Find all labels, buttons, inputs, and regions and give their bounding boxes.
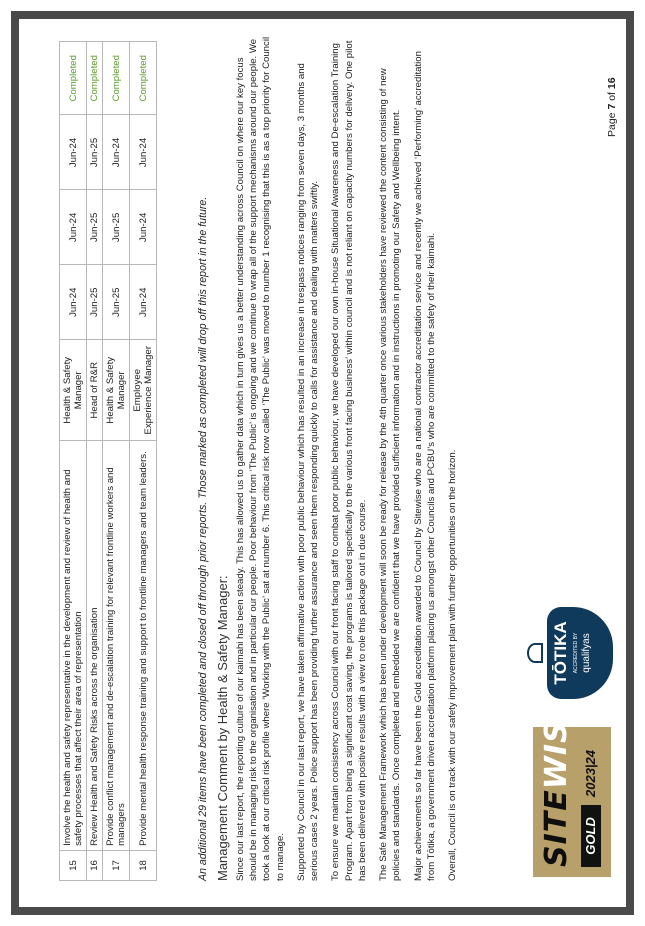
cell-num: 18: [130, 850, 157, 880]
cell-task: Provide mental health response training and support to frontline managers and team leaders.: [130, 441, 157, 851]
paragraph: Major achievements so far have been the Gold accreditation awarded to Council by Sitewise who are a national contractor accreditation service and recently we achieved ‘Performing’ accreditation from Tōtika, a government driven accreditation platform placing us amongst other Councils and PCBU’s who are committed to the safety of their kaimahi.: [412, 51, 437, 881]
page-number: Page 7 of 16: [606, 77, 618, 137]
landscape-content: [19, 19, 626, 907]
management-comment: [234, 36, 467, 881]
completed-note: An additional 29 items have been completed and closed off through prior reports. Those marked as completed will drop off this report in the future.: [197, 196, 209, 881]
totika-name: TŌTIKA: [551, 621, 570, 685]
cell-num: 15: [60, 850, 87, 880]
cell-date2: Jun-24: [60, 190, 87, 265]
cell-date3: Jun-25: [87, 115, 103, 190]
totika-emblem-icon: [527, 643, 543, 663]
cell-status: Completed: [130, 42, 157, 116]
document-page: [19, 19, 626, 907]
table-row: [87, 42, 103, 881]
cell-task: Involve the health and safety representative in the development and review of health and safety processes that affect their area of representation: [60, 441, 87, 851]
paragraph: Supported by Council in our last report, we have taken affirmative action with poor public behaviour which has resulted in an increase in trespass notices ranging from seven days, 3 months and serious cases 2 years. Police support has been providing further assurance and seen them responding quickly to calls for assistance and dealing with matters swiftly.: [295, 63, 321, 881]
paragraph: Overall, Council is on track with our safety improvement plan with further opportunities on the horizon.: [447, 449, 459, 881]
cell-responsible: Head of R&R: [87, 340, 103, 441]
sitewise-word-site: SITE: [539, 789, 574, 867]
sitewise-year: 2023|24: [583, 749, 598, 797]
cell-responsible: Employee Experience Manager: [130, 340, 157, 441]
cell-date3: Jun-24: [60, 115, 87, 190]
cell-status: Completed: [60, 42, 87, 116]
paragraph: Since our last report, the reporting culture of our kaimahi has been steady. This has allowed us to gather data which in turn gives us a better understanding across Council on where our key focus should be in managing risk to the organisation and in particular our people. Poor behaviour from ‘The Public’ is ongoing and we continue to wrap all of the support mechanisms around our people. We took a look at our critical risk profile where ‘Working with the Public’ sat at number 6. This critical risk now called ‘The Public’ was moved to number 1 recognising that this is as a top priority for Council to manage.: [235, 36, 286, 881]
paragraph: The Safe Management Framework which has been under development will soon be ready for release by the 4th quarter once various stakeholders have reviewed the content consisting of new policies and standards. Once completed and embedded we are confident that we have provided sufficient information and in instructions in promoting our Safety and Wellbeing intent.: [378, 68, 403, 881]
cell-task: Provide conflict management and de-escalation training for relevant frontline workers and managers: [103, 441, 130, 851]
sitewise-gold-logo: [533, 698, 611, 877]
paragraph: To ensure we maintain consistency across Council with our front facing staff to combat poor public behaviour, we have developed our own in-house Situational Awareness and De-escalation Training Program. Apart from being a significant cost saving, the programs is tailored specifically to the various front facing business’ within council and is not reliant on capacity numbers for delivery. One pilot has been delivered with positive results with a view to role this package out in due course.: [330, 40, 368, 881]
table-row: [103, 42, 130, 881]
cell-date1: Jun-24: [130, 265, 157, 340]
cell-date1: Jun-25: [87, 265, 103, 340]
cell-date2: Jun-25: [87, 190, 103, 265]
cell-date1: Jun-24: [60, 265, 87, 340]
cell-status: Completed: [87, 42, 103, 116]
cell-date1: Jun-25: [103, 265, 130, 340]
cell-num: 17: [103, 850, 130, 880]
cell-date3: Jun-24: [103, 115, 130, 190]
cell-status: Completed: [103, 42, 130, 116]
totika-qualifyas: qualifyas: [581, 633, 592, 673]
table-row: [60, 42, 87, 881]
table-row: [130, 42, 157, 881]
sitewise-word-wise: WISE: [539, 698, 574, 790]
cell-date2: Jun-25: [103, 190, 130, 265]
totika-accredited-by: ACCREDITED BY: [573, 632, 579, 674]
totika-logo: [527, 607, 613, 699]
sitewise-tier: GOLD: [581, 805, 601, 867]
cell-task: Review Health and Safety Risks across the organisation: [87, 441, 103, 851]
cell-date3: Jun-24: [130, 115, 157, 190]
cell-num: 16: [87, 850, 103, 880]
accreditation-logos: [525, 477, 615, 877]
cell-responsible: Health & Safety Manager: [60, 340, 87, 441]
cell-date2: Jun-24: [130, 190, 157, 265]
section-heading: Management Comment by Health & Safety Manager:: [215, 575, 230, 881]
cell-responsible: Health & Safety Manager: [103, 340, 130, 441]
action-items-table: [59, 41, 157, 881]
